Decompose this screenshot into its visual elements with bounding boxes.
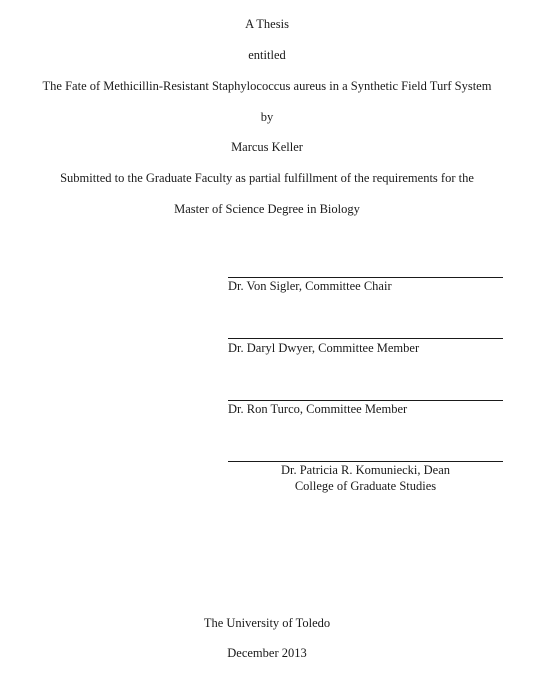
entitled-text: entitled xyxy=(248,48,286,62)
committee-member-label: Dr. Daryl Dwyer, Committee Member xyxy=(228,341,420,355)
dean-office: College of Graduate Studies xyxy=(294,479,437,493)
submission-date: December 2013 xyxy=(227,646,307,660)
by-text: by xyxy=(260,110,274,124)
dean-name: Dr. Patricia R. Komuniecki, Dean xyxy=(280,463,451,477)
signature-line-member-1 xyxy=(228,338,503,339)
degree-name: Master of Science Degree in Biology xyxy=(174,202,360,216)
committee-member-label: Dr. Ron Turco, Committee Member xyxy=(228,402,408,416)
dean-signature-block xyxy=(228,462,503,494)
author-name: Marcus Keller xyxy=(231,140,303,154)
document-type: A Thesis xyxy=(245,17,289,31)
institution-name: The University of Toledo xyxy=(203,616,331,630)
submission-statement: Submitted to the Graduate Faculty as partial fulfillment of the requirements for the xyxy=(60,171,474,185)
thesis-title: The Fate of Methicillin-Resistant Staphylococcus aureus in a Synthetic Field Turf System xyxy=(42,79,492,93)
committee-chair-label: Dr. Von Sigler, Committee Chair xyxy=(228,279,392,293)
